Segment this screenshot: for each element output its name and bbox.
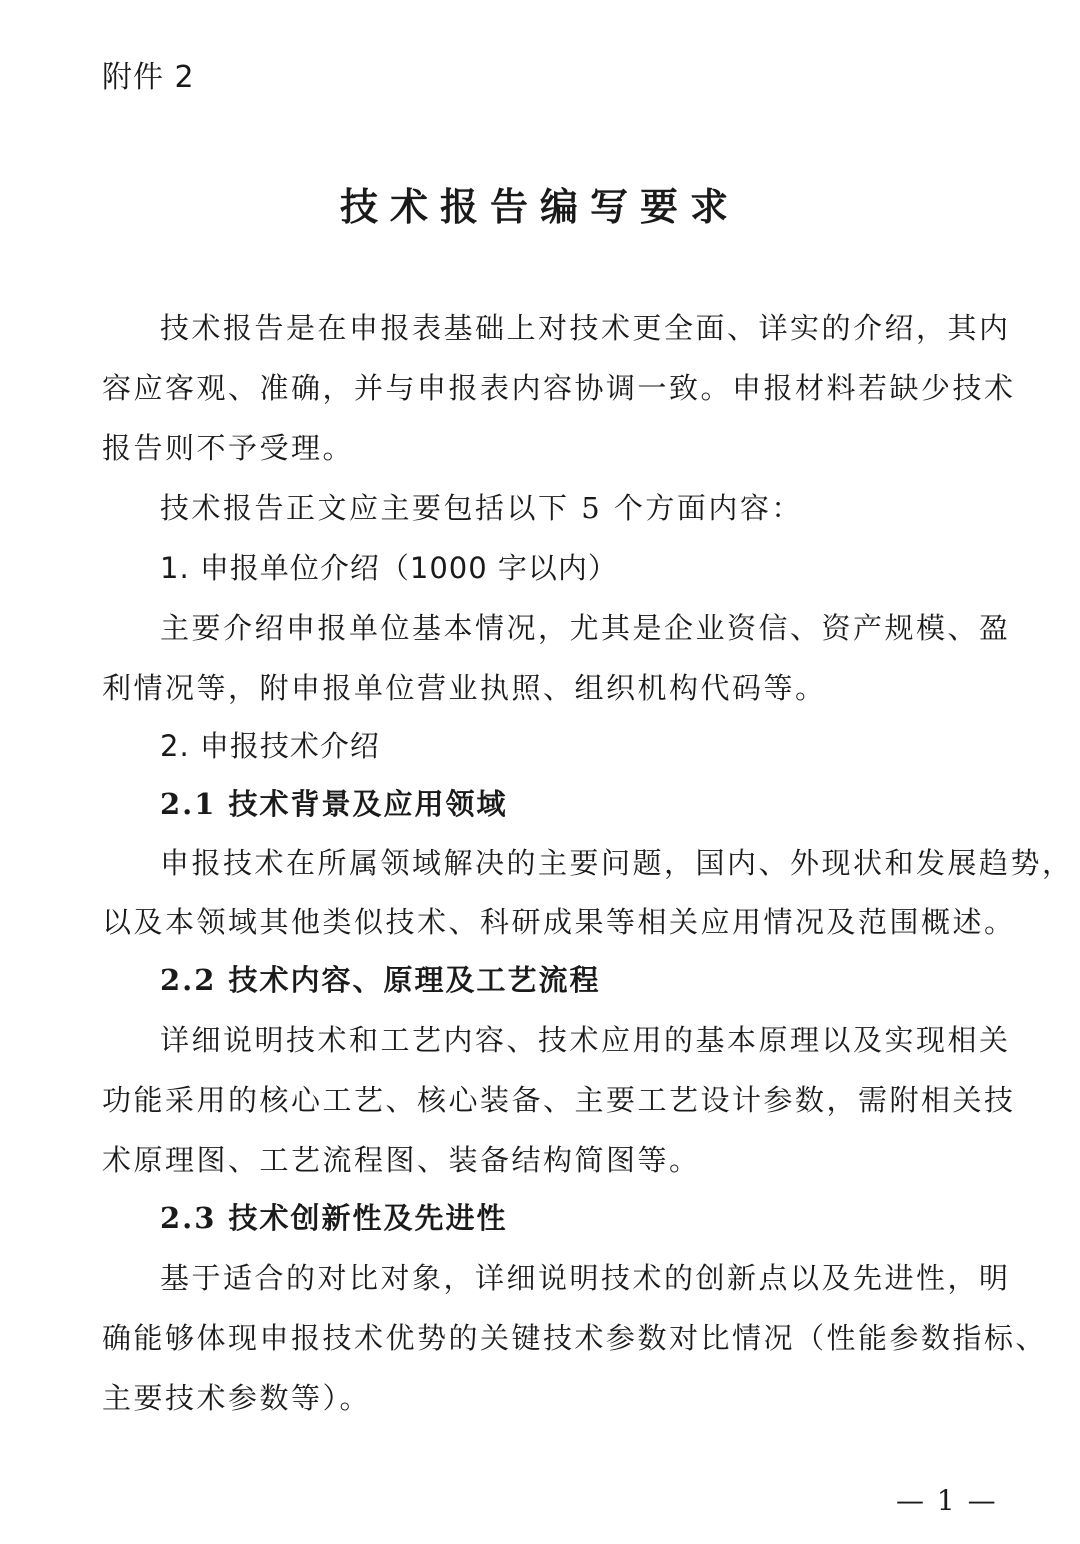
intro-paragraph-line: 技术报告是在申报表基础上对技术更全面、详实的介绍，其内 xyxy=(160,311,1011,345)
section-2-2-text-line: 功能采用的核心工艺、核心装备、主要工艺设计参数，需附相关技 xyxy=(102,1083,1016,1117)
page-number: — 1 — xyxy=(896,1484,998,1517)
intro-paragraph-line: 报告则不予受理。 xyxy=(102,431,355,465)
section-2-3-heading: 2.3 技术创新性及先进性 xyxy=(160,1201,508,1235)
section-2-heading: 2. 申报技术介绍 xyxy=(160,729,380,763)
section-2-1-heading: 2.1 技术背景及应用领域 xyxy=(160,787,508,821)
section-2-1-text-line: 申报技术在所属领域解决的主要问题，国内、外现状和发展趋势， xyxy=(160,846,1074,880)
section-2-3-text-line: 主要技术参数等）。 xyxy=(102,1381,372,1415)
intro-paragraph-line: 容应客观、准确，并与申报表内容协调一致。申报材料若缺少技术 xyxy=(102,371,1016,405)
section-2-2-heading: 2.2 技术内容、原理及工艺流程 xyxy=(160,963,601,997)
section-2-2-text-line: 详细说明技术和工艺内容、技术应用的基本原理以及实现相关 xyxy=(160,1023,1011,1057)
section-2-2-text-line: 术原理图、工艺流程图、装备结构简图等。 xyxy=(102,1143,701,1177)
intro-paragraph-line: 技术报告正文应主要包括以下 5 个方面内容： xyxy=(160,491,803,525)
section-2-3-text-line: 确能够体现申报技术优势的关键技术参数对比情况（性能参数指标、 xyxy=(102,1321,1048,1355)
attachment-label: 附件 2 xyxy=(102,60,195,95)
section-1-heading: 1. 申报单位介绍（1000 字以内） xyxy=(160,551,618,585)
section-2-1-text-line: 以及本领域其他类似技术、科研成果等相关应用情况及范围概述。 xyxy=(102,905,1016,939)
section-1-text-line: 主要介绍申报单位基本情况，尤其是企业资信、资产规模、盈 xyxy=(160,611,1011,645)
section-1-text-line: 利情况等，附申报单位营业执照、组织机构代码等。 xyxy=(102,671,827,705)
page-title: 技术报告编写要求 xyxy=(339,185,740,229)
section-2-3-text-line: 基于适合的对比对象，详细说明技术的创新点以及先进性，明 xyxy=(160,1261,1011,1295)
